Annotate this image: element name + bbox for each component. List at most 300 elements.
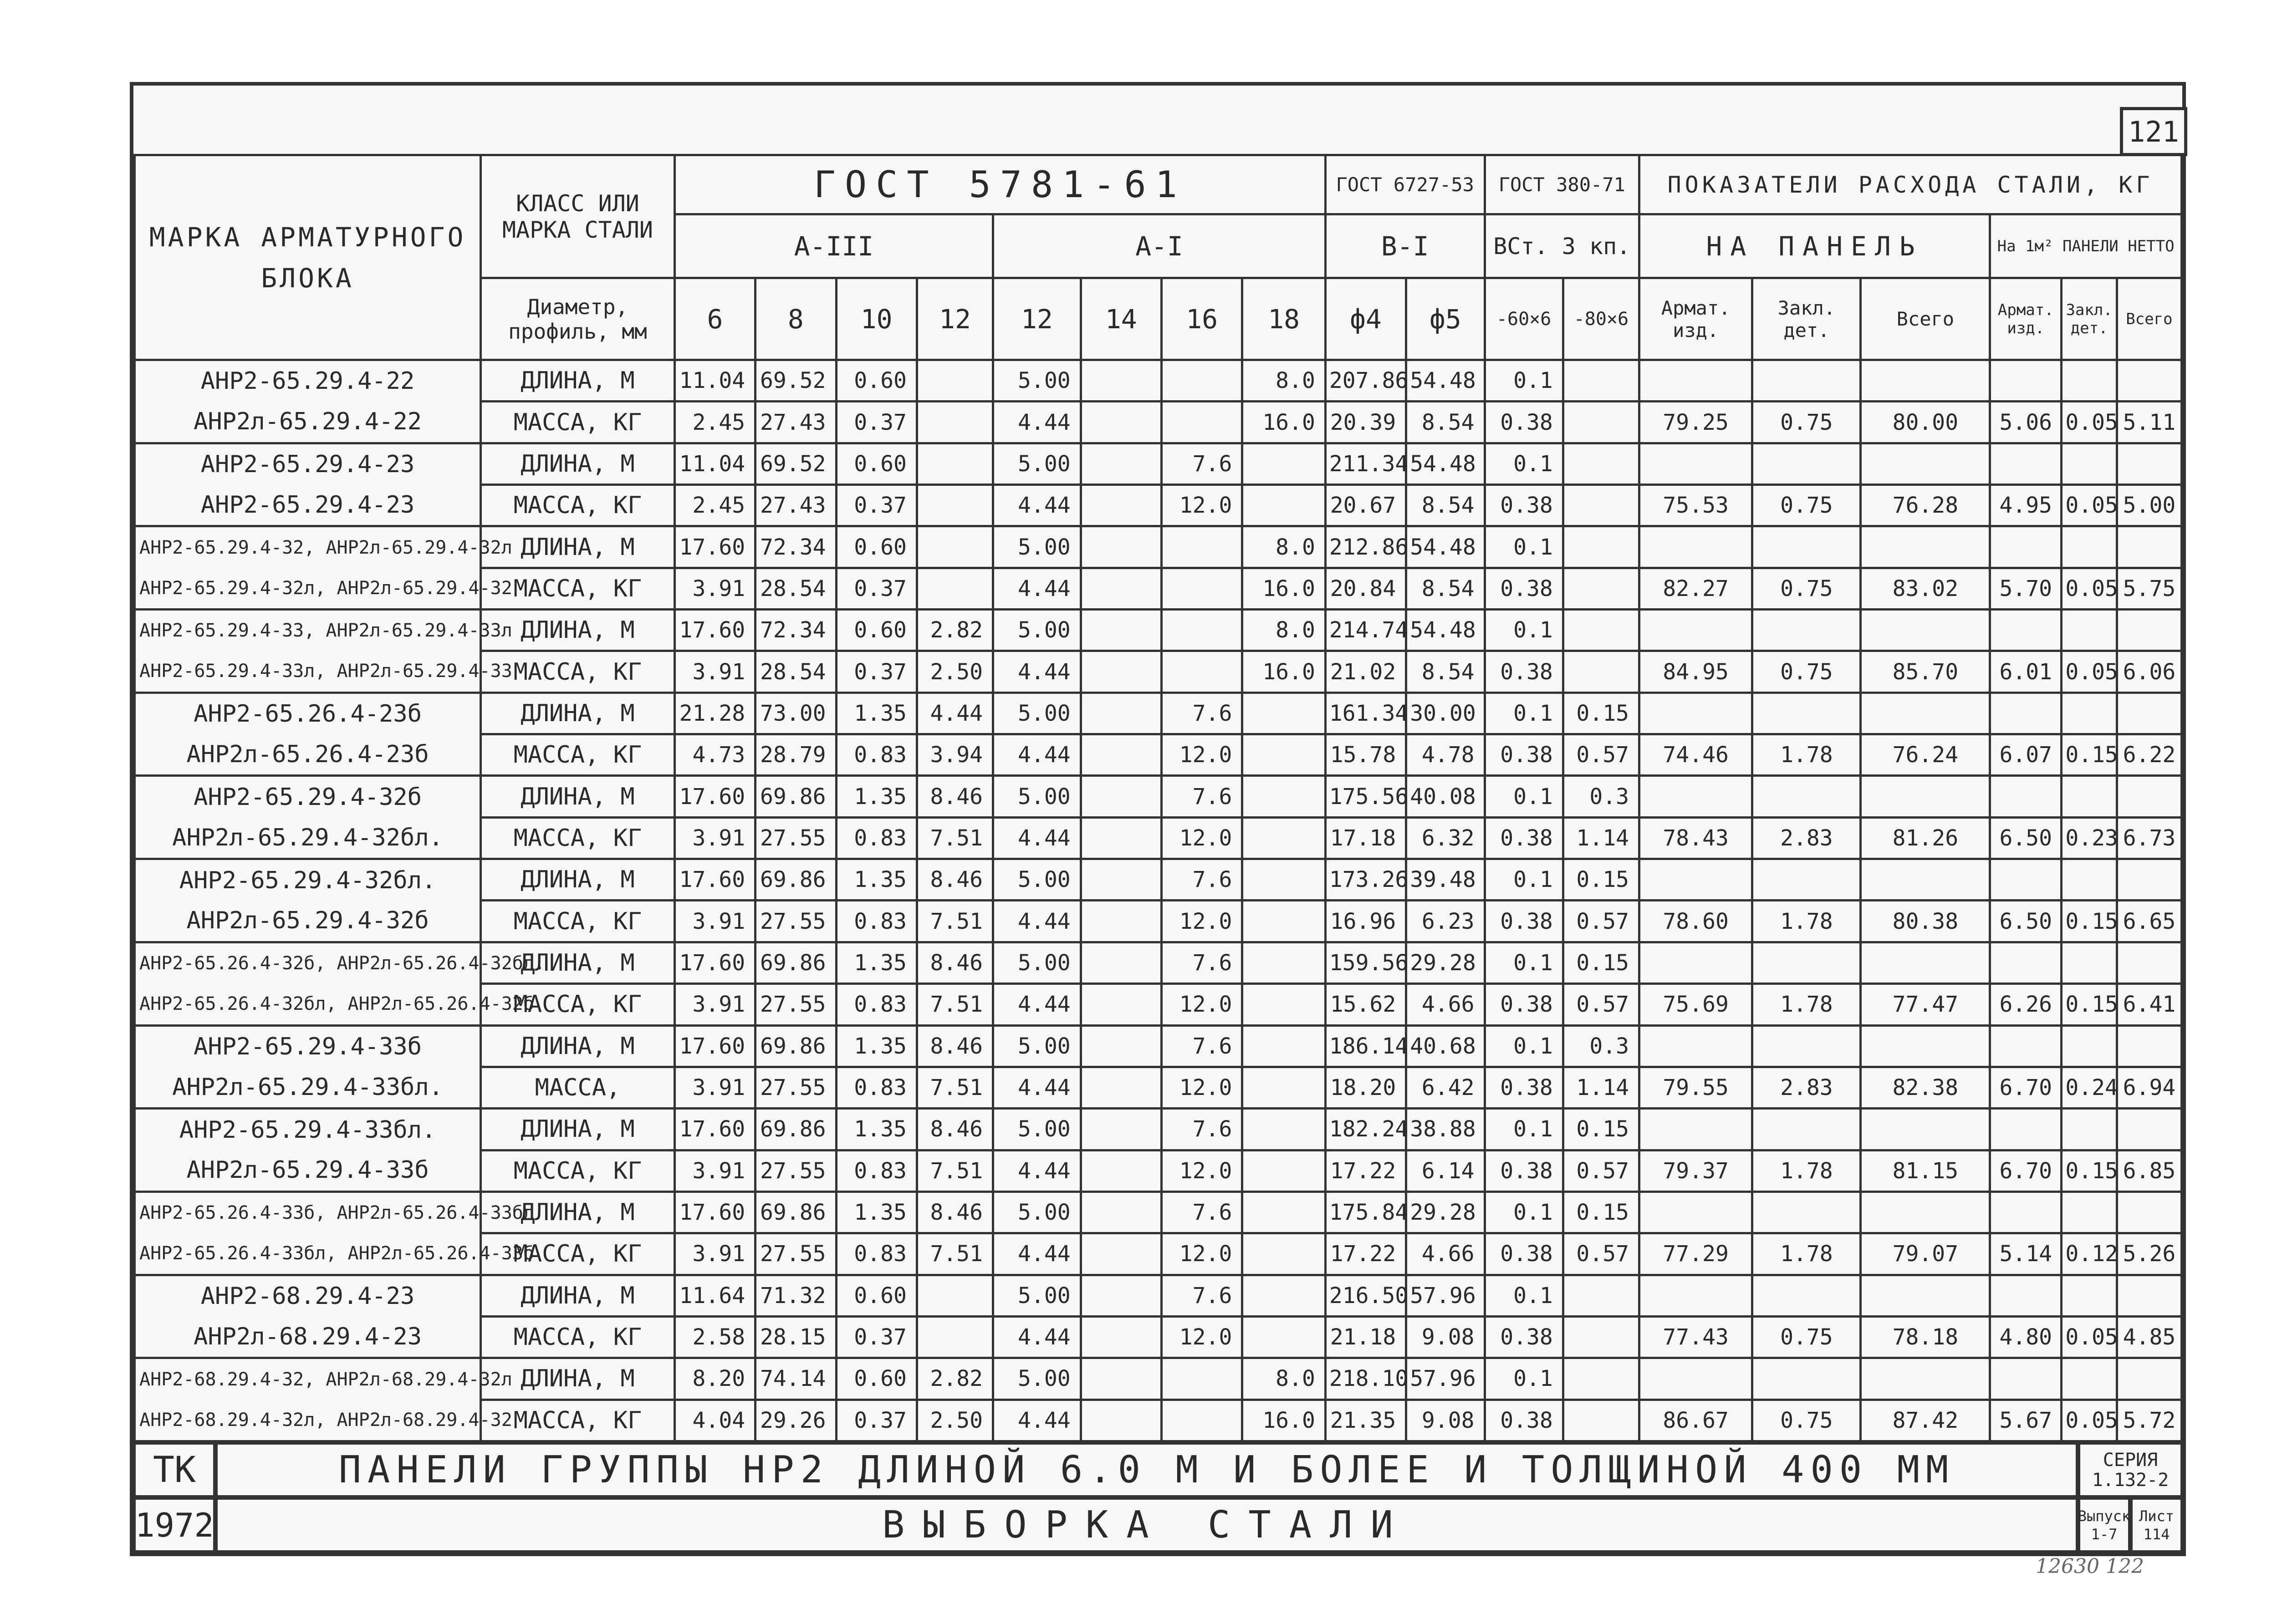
- value-cell: [2062, 859, 2117, 901]
- row-kind: МАССА, КГ: [481, 984, 675, 1025]
- value-cell: [1242, 1233, 1326, 1275]
- value-cell: 0.60: [836, 1358, 917, 1400]
- header-mark: МАРКА АРМАТУРНОГО БЛОКА: [135, 155, 481, 360]
- value-cell: 5.14: [1990, 1233, 2062, 1275]
- value-cell: [1563, 485, 1639, 526]
- value-cell: [1081, 1400, 1161, 1441]
- value-cell: 3.91: [674, 1067, 755, 1108]
- value-cell: 0.83: [836, 1233, 917, 1275]
- value-cell: 0.1: [1485, 360, 1563, 402]
- row-kind: ДЛИНА, М: [481, 1109, 675, 1150]
- value-cell: [1639, 610, 1752, 651]
- value-cell: [1639, 859, 1752, 901]
- value-cell: [1639, 1275, 1752, 1316]
- value-cell: 12.0: [1162, 1067, 1242, 1108]
- value-cell: 4.44: [993, 651, 1081, 692]
- value-cell: 1.35: [836, 1109, 917, 1150]
- value-cell: [2117, 1358, 2181, 1400]
- header-col: -80×6: [1563, 278, 1639, 360]
- value-cell: 27.55: [756, 817, 836, 859]
- value-cell: 28.15: [756, 1316, 836, 1358]
- value-cell: 7.51: [917, 1067, 993, 1108]
- value-cell: 0.37: [836, 402, 917, 443]
- row-kind: МАССА, КГ: [481, 485, 675, 526]
- value-cell: 77.47: [1861, 984, 1990, 1025]
- value-cell: [1752, 610, 1861, 651]
- value-cell: 1.35: [836, 776, 917, 817]
- value-cell: 40.08: [1406, 776, 1485, 817]
- value-cell: 0.3: [1563, 776, 1639, 817]
- header-col: Закл. дет.: [2062, 278, 2117, 360]
- row-kind: МАССА, КГ: [481, 901, 675, 942]
- value-cell: 57.96: [1406, 1275, 1485, 1316]
- value-cell: [1752, 692, 1861, 734]
- table-row: [135, 1316, 2182, 1358]
- value-cell: 1.78: [1752, 1150, 1861, 1191]
- value-cell: 21.18: [1325, 1316, 1406, 1358]
- value-cell: 17.60: [674, 1109, 755, 1150]
- value-cell: [1752, 1025, 1861, 1067]
- value-cell: [1081, 1275, 1161, 1316]
- value-cell: 12.0: [1162, 901, 1242, 942]
- footer-sheet: [2130, 1497, 2183, 1553]
- value-cell: 0.75: [1752, 568, 1861, 609]
- value-cell: [1081, 1025, 1161, 1067]
- block-mark: АНР2-65.29.4-22: [135, 360, 481, 402]
- value-cell: [1242, 1109, 1326, 1150]
- value-cell: 79.55: [1639, 1067, 1752, 1108]
- value-cell: [1081, 1109, 1161, 1150]
- value-cell: 80.38: [1861, 901, 1990, 942]
- value-cell: 0.57: [1563, 734, 1639, 776]
- value-cell: [1081, 610, 1161, 651]
- value-cell: 4.44: [993, 1067, 1081, 1108]
- value-cell: 11.64: [674, 1275, 755, 1316]
- value-cell: 4.95: [1990, 485, 2062, 526]
- value-cell: 27.55: [756, 1067, 836, 1108]
- value-cell: 5.00: [993, 1358, 1081, 1400]
- value-cell: [2117, 360, 2181, 402]
- value-cell: 4.44: [993, 817, 1081, 859]
- table-row: [135, 1067, 2182, 1108]
- value-cell: 5.00: [993, 1025, 1081, 1067]
- value-cell: 21.35: [1325, 1400, 1406, 1441]
- table-row: [135, 651, 2182, 692]
- value-cell: 20.84: [1325, 568, 1406, 609]
- value-cell: [1752, 443, 1861, 484]
- value-cell: 0.15: [2062, 1150, 2117, 1191]
- value-cell: 20.39: [1325, 402, 1406, 443]
- block-mark: АНР2-65.26.4-33б, АНР2л-65.26.4-33бл: [135, 1191, 481, 1233]
- block-mark: АНР2л-65.29.4-32б: [135, 901, 481, 942]
- value-cell: 54.48: [1406, 443, 1485, 484]
- value-cell: 1.35: [836, 859, 917, 901]
- value-cell: 3.91: [674, 568, 755, 609]
- value-cell: 69.52: [756, 443, 836, 484]
- header-per-m2: На 1м² ПАНЕЛИ НЕТТО: [1990, 214, 2182, 278]
- value-cell: 0.37: [836, 1316, 917, 1358]
- value-cell: [1752, 1191, 1861, 1233]
- value-cell: 0.38: [1485, 734, 1563, 776]
- value-cell: 0.1: [1485, 443, 1563, 484]
- value-cell: 6.65: [2117, 901, 2181, 942]
- value-cell: 4.44: [993, 1316, 1081, 1358]
- table-row: [135, 402, 2182, 443]
- value-cell: [1752, 1109, 1861, 1150]
- value-cell: [1081, 901, 1161, 942]
- value-cell: 17.60: [674, 776, 755, 817]
- value-cell: [917, 1275, 993, 1316]
- value-cell: [1081, 734, 1161, 776]
- value-cell: [2062, 1109, 2117, 1150]
- value-cell: [1861, 776, 1990, 817]
- value-cell: [1242, 1191, 1326, 1233]
- value-cell: 4.44: [993, 402, 1081, 443]
- value-cell: [1081, 776, 1161, 817]
- value-cell: 78.43: [1639, 817, 1752, 859]
- value-cell: 8.54: [1406, 651, 1485, 692]
- row-kind: МАССА, КГ: [481, 1150, 675, 1191]
- value-cell: 75.53: [1639, 485, 1752, 526]
- value-cell: 17.60: [674, 526, 755, 568]
- value-cell: 12.0: [1162, 1150, 1242, 1191]
- value-cell: [1242, 901, 1326, 942]
- row-kind: МАССА, КГ: [481, 1316, 675, 1358]
- header-col: 12: [917, 278, 993, 360]
- value-cell: [1861, 1109, 1990, 1150]
- value-cell: 1.35: [836, 1025, 917, 1067]
- value-cell: [1563, 610, 1639, 651]
- row-kind: МАССА, КГ: [481, 568, 675, 609]
- value-cell: [2117, 776, 2181, 817]
- value-cell: 4.44: [993, 984, 1081, 1025]
- value-cell: 0.37: [836, 651, 917, 692]
- value-cell: 207.86: [1325, 360, 1406, 402]
- block-mark: АНР2-65.29.4-33бл.: [135, 1109, 481, 1150]
- value-cell: 7.6: [1162, 1109, 1242, 1150]
- value-cell: 0.57: [1563, 984, 1639, 1025]
- value-cell: 71.32: [756, 1275, 836, 1316]
- block-mark: АНР2-65.29.4-32л, АНР2л-65.29.4-32: [135, 568, 481, 609]
- value-cell: 4.44: [993, 1400, 1081, 1441]
- table-row: [135, 692, 2182, 734]
- value-cell: 0.15: [2062, 901, 2117, 942]
- value-cell: 6.50: [1990, 817, 2062, 859]
- value-cell: 2.82: [917, 1358, 993, 1400]
- value-cell: 4.80: [1990, 1316, 2062, 1358]
- value-cell: [917, 485, 993, 526]
- value-cell: [1563, 443, 1639, 484]
- block-mark: АНР2л-65.29.4-33бл.: [135, 1067, 481, 1108]
- value-cell: 79.25: [1639, 402, 1752, 443]
- value-cell: 18.20: [1325, 1067, 1406, 1108]
- value-cell: [1563, 402, 1639, 443]
- value-cell: 5.00: [993, 1191, 1081, 1233]
- table-row: [135, 1275, 2182, 1316]
- value-cell: 5.70: [1990, 568, 2062, 609]
- value-cell: [2117, 942, 2181, 983]
- value-cell: 69.86: [756, 776, 836, 817]
- value-cell: [1639, 1358, 1752, 1400]
- archive-stamp: 12630 122: [2036, 1555, 2144, 1578]
- value-cell: [1990, 1358, 2062, 1400]
- value-cell: 8.54: [1406, 568, 1485, 609]
- value-cell: 82.27: [1639, 568, 1752, 609]
- value-cell: 0.23: [2062, 817, 2117, 859]
- value-cell: 38.88: [1406, 1109, 1485, 1150]
- row-kind: ДЛИНА, М: [481, 1025, 675, 1067]
- value-cell: [1242, 734, 1326, 776]
- value-cell: 27.55: [756, 984, 836, 1025]
- value-cell: 8.46: [917, 1109, 993, 1150]
- value-cell: 6.70: [1990, 1150, 2062, 1191]
- value-cell: 74.46: [1639, 734, 1752, 776]
- value-cell: 0.38: [1485, 1150, 1563, 1191]
- value-cell: 84.95: [1639, 651, 1752, 692]
- block-mark: АНР2л-65.26.4-23б: [135, 734, 481, 776]
- value-cell: 17.22: [1325, 1150, 1406, 1191]
- table-row: [135, 360, 2182, 402]
- block-mark: АНР2-65.26.4-23б: [135, 692, 481, 734]
- value-cell: 80.00: [1861, 402, 1990, 443]
- row-kind: ДЛИНА, М: [481, 1358, 675, 1400]
- block-mark: АНР2л-68.29.4-23: [135, 1316, 481, 1358]
- value-cell: 0.15: [1563, 692, 1639, 734]
- value-cell: [1639, 1191, 1752, 1233]
- row-kind: ДЛИНА, М: [481, 942, 675, 983]
- table-row: [135, 1191, 2182, 1233]
- block-mark: АНР2-65.29.4-33л, АНР2л-65.29.4-33: [135, 651, 481, 692]
- value-cell: 6.94: [2117, 1067, 2181, 1108]
- value-cell: [1162, 568, 1242, 609]
- value-cell: [1861, 692, 1990, 734]
- block-mark: АНР2-65.29.4-32, АНР2л-65.29.4-32л: [135, 526, 481, 568]
- row-kind: ДЛИНА, М: [481, 1191, 675, 1233]
- table-row: [135, 1233, 2182, 1275]
- value-cell: [1081, 443, 1161, 484]
- header-col: Армат. изд.: [1990, 278, 2062, 360]
- value-cell: 40.68: [1406, 1025, 1485, 1067]
- value-cell: 0.60: [836, 610, 917, 651]
- header-gost-6727: ГОСТ 6727-53: [1325, 155, 1485, 214]
- value-cell: 5.00: [2117, 485, 2181, 526]
- value-cell: [2062, 1358, 2117, 1400]
- value-cell: 0.60: [836, 526, 917, 568]
- value-cell: 2.50: [917, 651, 993, 692]
- value-cell: 0.57: [1563, 1233, 1639, 1275]
- value-cell: 6.41: [2117, 984, 2181, 1025]
- value-cell: 17.60: [674, 1025, 755, 1067]
- value-cell: 12.0: [1162, 984, 1242, 1025]
- block-mark: АНР2-65.29.4-32бл.: [135, 859, 481, 901]
- value-cell: 20.67: [1325, 485, 1406, 526]
- value-cell: 0.05: [2062, 1400, 2117, 1441]
- value-cell: [1752, 1275, 1861, 1316]
- value-cell: 1.78: [1752, 984, 1861, 1025]
- value-cell: 8.0: [1242, 610, 1326, 651]
- value-cell: [917, 360, 993, 402]
- block-mark: АНР2л-65.29.4-22: [135, 402, 481, 443]
- value-cell: [1081, 402, 1161, 443]
- row-kind: ДЛИНА, М: [481, 692, 675, 734]
- value-cell: [2062, 776, 2117, 817]
- header-a1: А-I: [993, 214, 1326, 278]
- value-cell: 212.86: [1325, 526, 1406, 568]
- row-kind: ДЛИНА, М: [481, 776, 675, 817]
- value-cell: 72.34: [756, 526, 836, 568]
- value-cell: 8.46: [917, 1025, 993, 1067]
- value-cell: 7.6: [1162, 942, 1242, 983]
- value-cell: [1162, 651, 1242, 692]
- value-cell: 4.44: [993, 734, 1081, 776]
- value-cell: [1639, 1109, 1752, 1150]
- value-cell: 0.57: [1563, 901, 1639, 942]
- value-cell: 76.24: [1861, 734, 1990, 776]
- value-cell: 7.6: [1162, 1191, 1242, 1233]
- header-col: 6: [674, 278, 755, 360]
- value-cell: 85.70: [1861, 651, 1990, 692]
- value-cell: 17.18: [1325, 817, 1406, 859]
- value-cell: 0.38: [1485, 1316, 1563, 1358]
- value-cell: 8.0: [1242, 1358, 1326, 1400]
- block-mark: АНР2-65.26.4-33бл, АНР2л-65.26.4-33б: [135, 1233, 481, 1275]
- block-mark: АНР2-65.29.4-23: [135, 485, 481, 526]
- value-cell: 0.1: [1485, 776, 1563, 817]
- value-cell: 5.11: [2117, 402, 2181, 443]
- value-cell: 12.0: [1162, 485, 1242, 526]
- value-cell: 69.86: [756, 942, 836, 983]
- value-cell: [2062, 1275, 2117, 1316]
- value-cell: [2062, 1025, 2117, 1067]
- value-cell: 0.83: [836, 817, 917, 859]
- value-cell: [1081, 360, 1161, 402]
- value-cell: [2062, 443, 2117, 484]
- value-cell: 81.26: [1861, 817, 1990, 859]
- value-cell: 27.43: [756, 402, 836, 443]
- table-row: [135, 1150, 2182, 1191]
- issue-label: Выпуск: [2078, 1507, 2131, 1525]
- value-cell: 0.24: [2062, 1067, 2117, 1108]
- value-cell: 0.15: [1563, 1109, 1639, 1150]
- table-row: [135, 526, 2182, 568]
- value-cell: [1242, 1316, 1326, 1358]
- value-cell: 9.08: [1406, 1316, 1485, 1358]
- value-cell: 75.69: [1639, 984, 1752, 1025]
- value-cell: [1990, 1191, 2062, 1233]
- value-cell: 1.35: [836, 1191, 917, 1233]
- row-kind: МАССА, КГ: [481, 734, 675, 776]
- value-cell: 3.91: [674, 651, 755, 692]
- value-cell: [2062, 692, 2117, 734]
- block-mark: АНР2-65.29.4-33, АНР2л-65.29.4-33л: [135, 610, 481, 651]
- value-cell: [2117, 1109, 2181, 1150]
- value-cell: 4.66: [1406, 984, 1485, 1025]
- value-cell: 186.14: [1325, 1025, 1406, 1067]
- value-cell: 5.00: [993, 443, 1081, 484]
- value-cell: [917, 568, 993, 609]
- row-kind: МАССА, КГ: [481, 402, 675, 443]
- value-cell: 0.83: [836, 734, 917, 776]
- value-cell: [1162, 526, 1242, 568]
- series-label: СЕРИЯ: [2103, 1449, 2158, 1471]
- block-mark: АНР2-68.29.4-23: [135, 1275, 481, 1316]
- value-cell: [2117, 1025, 2181, 1067]
- footer-series: [2078, 1442, 2183, 1497]
- value-cell: 30.00: [1406, 692, 1485, 734]
- value-cell: 16.0: [1242, 1400, 1326, 1441]
- value-cell: 16.0: [1242, 568, 1326, 609]
- value-cell: 0.1: [1485, 526, 1563, 568]
- value-cell: [1990, 1109, 2062, 1150]
- value-cell: 0.1: [1485, 1109, 1563, 1150]
- value-cell: 5.00: [993, 1109, 1081, 1150]
- value-cell: [1081, 1067, 1161, 1108]
- value-cell: [1990, 443, 2062, 484]
- value-cell: 0.1: [1485, 859, 1563, 901]
- value-cell: [2117, 859, 2181, 901]
- value-cell: 39.48: [1406, 859, 1485, 901]
- value-cell: [2062, 526, 2117, 568]
- value-cell: 6.06: [2117, 651, 2181, 692]
- value-cell: 6.07: [1990, 734, 2062, 776]
- value-cell: [1081, 1233, 1161, 1275]
- value-cell: 2.83: [1752, 817, 1861, 859]
- value-cell: 6.23: [1406, 901, 1485, 942]
- value-cell: 8.0: [1242, 360, 1326, 402]
- value-cell: 0.38: [1485, 402, 1563, 443]
- value-cell: 6.14: [1406, 1150, 1485, 1191]
- value-cell: 15.62: [1325, 984, 1406, 1025]
- row-kind: ДЛИНА, М: [481, 443, 675, 484]
- value-cell: 0.37: [836, 568, 917, 609]
- value-cell: [1081, 984, 1161, 1025]
- row-kind: МАССА, КГ: [481, 1233, 675, 1275]
- value-cell: 4.04: [674, 1400, 755, 1441]
- sheet-value: 114: [2143, 1525, 2170, 1543]
- value-cell: [1563, 1275, 1639, 1316]
- value-cell: 4.44: [993, 901, 1081, 942]
- value-cell: 8.46: [917, 1191, 993, 1233]
- value-cell: [1563, 568, 1639, 609]
- value-cell: 0.15: [1563, 859, 1639, 901]
- value-cell: 1.78: [1752, 734, 1861, 776]
- value-cell: 2.58: [674, 1316, 755, 1358]
- value-cell: [2117, 1275, 2181, 1316]
- value-cell: 0.38: [1485, 568, 1563, 609]
- value-cell: 78.60: [1639, 901, 1752, 942]
- value-cell: 73.00: [756, 692, 836, 734]
- value-cell: 69.52: [756, 360, 836, 402]
- value-cell: 4.66: [1406, 1233, 1485, 1275]
- block-mark: АНР2-65.26.4-32б, АНР2л-65.26.4-32бл.: [135, 942, 481, 983]
- value-cell: 7.6: [1162, 859, 1242, 901]
- value-cell: 159.56: [1325, 942, 1406, 983]
- value-cell: [1752, 360, 1861, 402]
- value-cell: 182.24: [1325, 1109, 1406, 1150]
- value-cell: [1563, 1358, 1639, 1400]
- value-cell: [1752, 526, 1861, 568]
- value-cell: 0.15: [1563, 942, 1639, 983]
- value-cell: 1.78: [1752, 1233, 1861, 1275]
- block-mark: АНР2л-65.29.4-32бл.: [135, 817, 481, 859]
- header-per-panel: НА ПАНЕЛЬ: [1639, 214, 1990, 278]
- value-cell: 0.38: [1485, 817, 1563, 859]
- value-cell: 6.22: [2117, 734, 2181, 776]
- value-cell: 4.78: [1406, 734, 1485, 776]
- value-cell: 0.75: [1752, 1316, 1861, 1358]
- header-indicators: ПОКАЗАТЕЛИ РАСХОДА СТАЛИ, КГ: [1639, 155, 2182, 214]
- footer-tk: ТК: [133, 1442, 215, 1497]
